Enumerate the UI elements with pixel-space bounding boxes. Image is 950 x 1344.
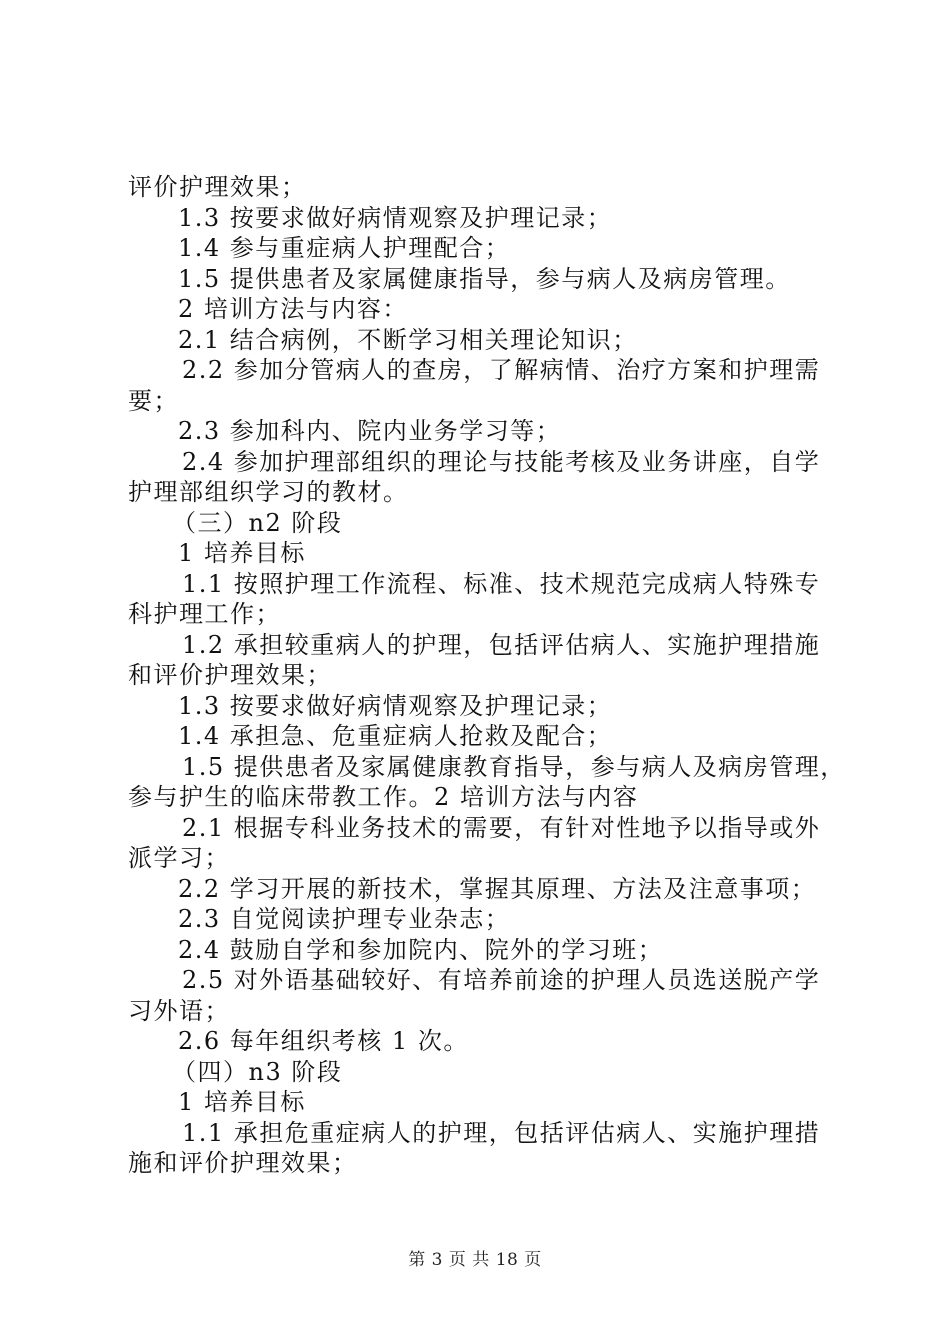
text-line: 2.5 对外语基础较好、有培养前途的护理人员选送脱产学	[182, 966, 821, 994]
text-line: 1.1 按照护理工作流程、标准、技术规范完成病人特殊专	[182, 569, 821, 598]
section-heading: （三）n2 阶段	[172, 508, 343, 537]
section-heading: 2 培训方法与内容：	[178, 295, 408, 323]
text-line: 评价护理效果；	[128, 173, 307, 201]
text-line: 2.3 参加科内、院内业务学习等；	[178, 417, 562, 445]
document-body	[128, 172, 846, 1179]
text-line: 1.5 提供患者及家属健康指导，参与病人及病房管理。	[178, 264, 791, 293]
text-line: 2.2 学习开展的新技术，掌握其原理、方法及注意事项；	[178, 874, 817, 903]
text-line: 和评价护理效果；	[128, 661, 332, 689]
text-line: 科护理工作；	[128, 600, 281, 628]
text-line: 1.4 承担急、危重症病人抢救及配合；	[178, 722, 613, 750]
text-line: 1.2 承担较重病人的护理，包括评估病人、实施护理措施	[182, 630, 821, 659]
text-line: 2.4 参加护理部组织的理论与技能考核及业务讲座，自学	[182, 447, 821, 476]
text-line: 护理部组织学习的教材。	[128, 478, 409, 506]
text-line: 1.3 按要求做好病情观察及护理记录；	[178, 691, 613, 720]
text-line: 1.3 按要求做好病情观察及护理记录；	[178, 203, 613, 232]
text-line: 2.1 根据专科业务技术的需要，有针对性地予以指导或外	[182, 813, 821, 842]
text-line: 参与护生的临床带教工作。2 培训方法与内容	[128, 783, 639, 811]
text-line: 2.1 结合病例，不断学习相关理论知识；	[178, 325, 638, 354]
text-line: 要；	[128, 386, 179, 415]
text-line: 1.4 参与重症病人护理配合；	[178, 234, 511, 262]
text-line: 2.3 自觉阅读护理专业杂志；	[178, 905, 511, 933]
section-heading: 1 培养目标	[178, 539, 306, 567]
text-line: 施和评价护理效果；	[128, 1149, 358, 1177]
text-line: 习外语；	[128, 996, 230, 1025]
text-line: 2.4 鼓励自学和参加院内、院外的学习班；	[178, 935, 664, 964]
page-number-footer: 第 3 页 共 18 页	[408, 1250, 542, 1270]
text-line: 1.5 提供患者及家属健康教育指导，参与病人及病房管理，	[182, 752, 846, 781]
section-heading: （四）n3 阶段	[172, 1057, 343, 1086]
text-line: 派学习；	[128, 844, 230, 872]
text-line: 2.2 参加分管病人的查房，了解病情、治疗方案和护理需	[182, 356, 821, 384]
text-line: 2.6 每年组织考核 1 次。	[178, 1027, 469, 1055]
text-line: 1.1 承担危重症病人的护理，包括评估病人、实施护理措	[182, 1118, 821, 1147]
section-heading: 1 培养目标	[178, 1088, 306, 1116]
